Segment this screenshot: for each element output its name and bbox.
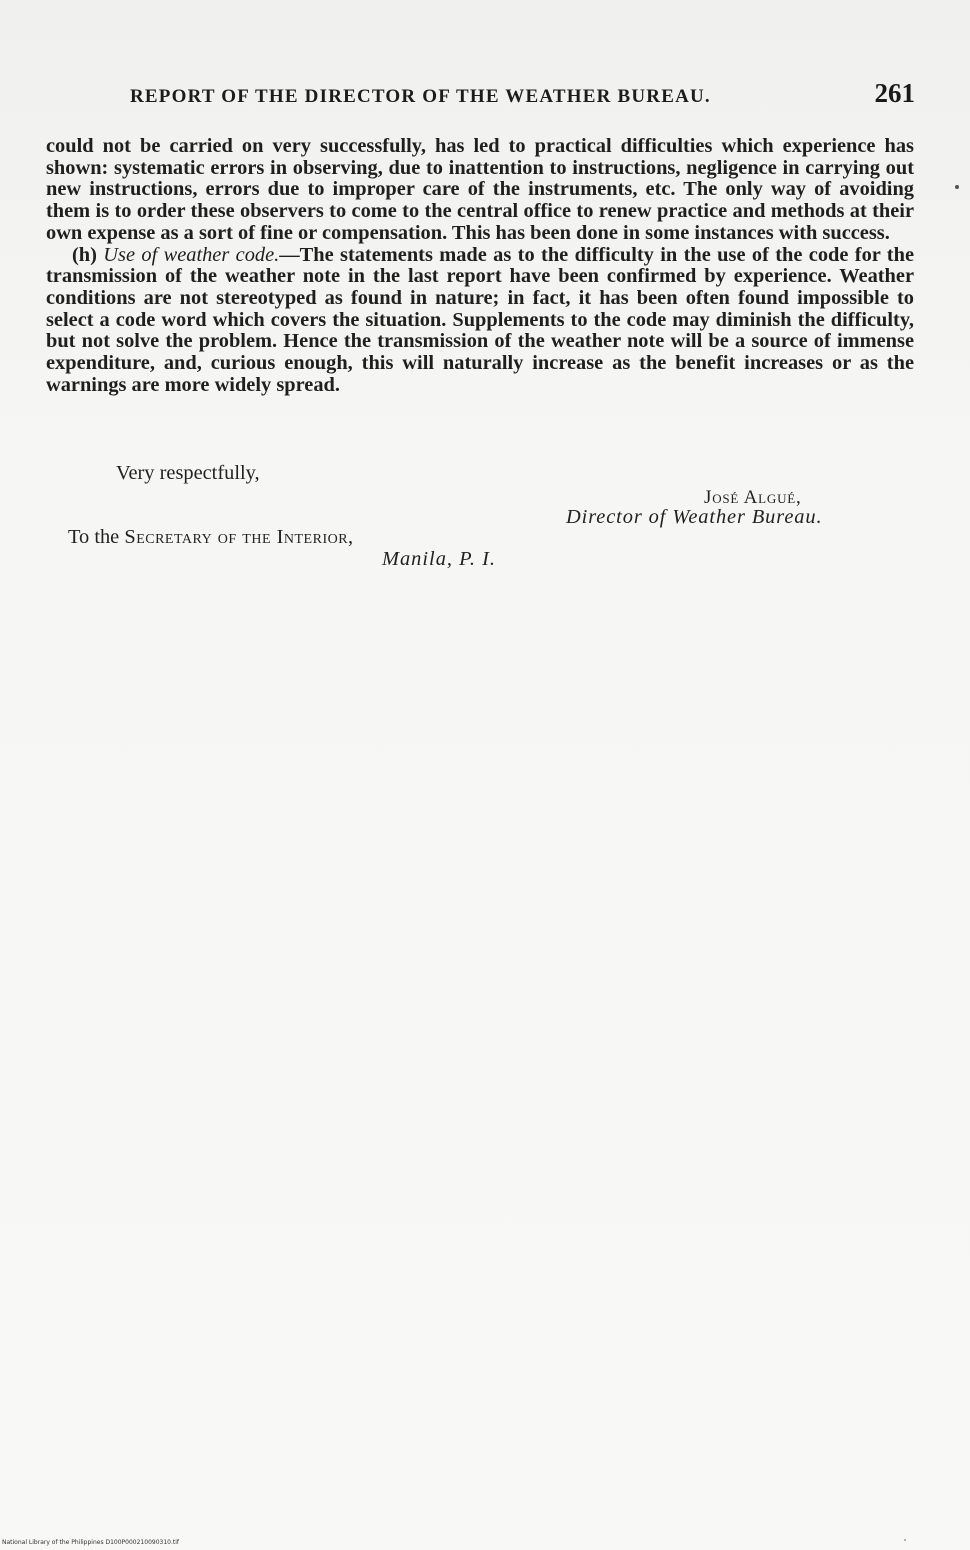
- paragraph-weather-code: [46, 245, 914, 397]
- addressee-line: [68, 526, 354, 549]
- page-number: 261: [874, 78, 915, 108]
- addressee-place: Manila, P. I.: [382, 548, 497, 570]
- running-title: REPORT OF THE DIRECTOR OF THE WEATHER BUREAU.: [130, 86, 711, 107]
- signatory-title: Director of Weather Bureau.: [566, 506, 823, 528]
- running-header: [130, 78, 915, 108]
- addressee-recipient: Secretary of the Interior,: [124, 526, 354, 548]
- paragraph-continuation: could not be carried on very successfully, has led to practical difficulties which experience has shown: systematic errors in observing, due to inattention to instructions, negligence in carrying out new instructions, errors due to improper care of the instruments, etc. The only way of avoiding them is to order these observers to come to the central office to renew practice and methods at their own expense as a sort of fine or compensation. This has been done in some instances with success.: [46, 135, 914, 244]
- dust-speck: [904, 1539, 906, 1541]
- dust-speck: [955, 185, 959, 189]
- paragraph-heading: Use of weather code.: [103, 243, 280, 266]
- paragraph-text: —The statements made as to the difficulty in the use of the code for the transmission of the weather note in the last report have been confirmed by experience. Weather conditions are not stereotyped as found in nature; in fact, it has been often found impossible to select a code word which covers the situation. Supplements to the code may diminish the difficulty, but not solve the problem. Hence the transmission of the weather note will be a source of immense expenditure, and, curious enough, this will naturally increase as the benefit increases or as the warnings are more widely spread.: [46, 243, 914, 396]
- scan-credit: National Library of the Philippines D100P000210090310.tif: [2, 1539, 180, 1546]
- addressee-prefix: To the: [68, 526, 120, 548]
- body-text: [46, 136, 914, 396]
- valediction: Very respectfully,: [116, 462, 260, 484]
- paragraph-label: (h): [72, 243, 97, 266]
- signatory-name: José Algué,: [704, 487, 802, 508]
